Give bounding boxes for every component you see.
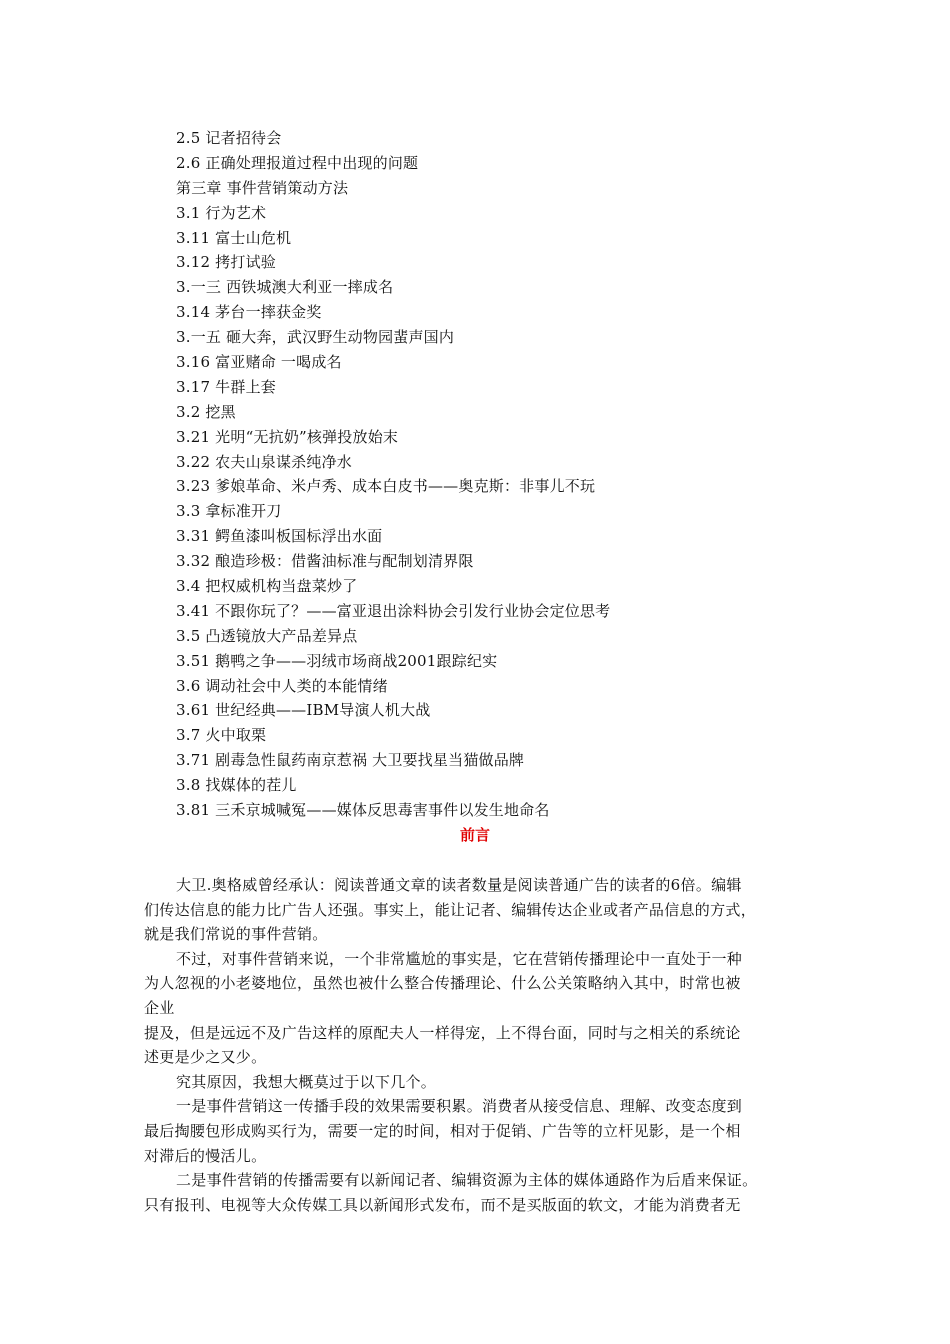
paragraph-line: 述更是少之又少。 [144, 1048, 267, 1067]
paragraph-line: 一是事件营销这一传播手段的效果需要积累。消费者从接受信息、理解、改变态度到 [176, 1097, 743, 1116]
paragraph-line: 们传达信息的能力比广告人还强。事实上，能让记者、编辑传达企业或者产品信息的方式， [144, 900, 757, 919]
toc-chapter-heading: 第三章 事件营销策动方法 [176, 178, 349, 197]
section-heading-preface: 前言 [459, 826, 490, 844]
toc-item: 3.22 农夫山泉谋杀纯净水 [176, 452, 352, 471]
toc-item: 3.5 凸透镜放大产品差异点 [176, 626, 358, 645]
toc-item: 3.51 鹅鸭之争——羽绒市场商战2001跟踪纪实 [176, 651, 498, 670]
toc-item: 3.2 挖黑 [176, 402, 236, 421]
paragraph-line: 提及，但是远远不及广告这样的原配夫人一样得宠，上不得台面，同时与之相关的系统论 [144, 1023, 741, 1042]
toc-item: 3.一三 西铁城澳大利亚一摔成名 [176, 278, 394, 297]
paragraph-line: 只有报刊、电视等大众传媒工具以新闻形式发布，而不是买版面的软文，才能为消费者无 [144, 1195, 741, 1214]
paragraph-line: 不过，对事件营销来说，一个非常尴尬的事实是，它在营销传播理论中一直处于一种 [176, 949, 743, 968]
toc-item: 3.6 调动社会中人类的本能情绪 [176, 676, 388, 695]
paragraph-line: 大卫.奥格威曾经承认：阅读普通文章的读者数量是阅读普通广告的读者的6倍。编辑 [176, 876, 742, 894]
toc-item: 3.31 鳄鱼漆叫板国标浮出水面 [176, 527, 383, 546]
paragraph-line: 企业 [144, 998, 175, 1017]
paragraph-line: 最后掏腰包形成购买行为，需要一定的时间，相对于促销、广告等的立杆见影，是一个相 [144, 1121, 741, 1140]
toc-item: 3.7 火中取栗 [176, 726, 267, 745]
toc-item: 3.71 剧毒急性鼠药南京惹祸 大卫要找星当猫做品牌 [176, 751, 525, 770]
toc-item: 3.17 牛群上套 [176, 377, 276, 396]
toc-item: 3.21 光明“无抗奶”核弹投放始末 [176, 427, 399, 446]
toc-item: 3.14 茅台一摔获金奖 [176, 303, 322, 322]
paragraph-line: 为人忽视的小老婆地位，虽然也被什么整合传播理论、什么公关策略纳入其中，时常也被 [144, 974, 741, 993]
toc-item: 3.41 不跟你玩了？——富亚退出涂料协会引发行业协会定位思考 [176, 601, 611, 620]
toc-item: 2.5 记者招待会 [176, 129, 282, 147]
toc-item: 3.4 把权威机构当盘菜炒了 [176, 577, 358, 596]
toc-item: 2.6 正确处理报道过程中出现的问题 [176, 153, 419, 172]
paragraph-line: 究其原因，我想大概莫过于以下几个。 [176, 1072, 437, 1091]
toc-item: 3.16 富亚赌命 一喝成名 [176, 353, 342, 372]
toc-item: 3.81 三禾京城喊冤——媒体反思毒害事件以发生地命名 [176, 801, 550, 820]
preface-body [144, 873, 814, 1217]
toc-item: 3.1 行为艺术 [176, 203, 267, 222]
toc-item: 3.12 拷打试验 [176, 253, 276, 272]
toc-item: 3.8 找媒体的茬儿 [176, 776, 297, 795]
table-of-contents [176, 126, 836, 823]
toc-item: 3.一五 砸大奔，武汉野生动物园蜚声国内 [176, 328, 455, 347]
paragraph-line: 对滞后的慢活儿。 [144, 1146, 267, 1165]
toc-item: 3.23 爹娘革命、米卢秀、成本白皮书——奥克斯：非事儿不玩 [176, 477, 596, 496]
toc-item: 3.32 酿造珍极：借酱油标准与配制划清界限 [176, 552, 474, 571]
toc-item: 3.61 世纪经典——IBM导演人机大战 [176, 701, 431, 720]
paragraph-line: 就是我们常说的事件营销。 [144, 925, 328, 944]
paragraph-line: 二是事件营销的传播需要有以新闻记者、编辑资源为主体的媒体通路作为后盾来保证。 [176, 1171, 758, 1190]
toc-item: 3.3 拿标准开刀 [176, 502, 282, 521]
toc-item: 3.11 富士山危机 [176, 228, 292, 247]
